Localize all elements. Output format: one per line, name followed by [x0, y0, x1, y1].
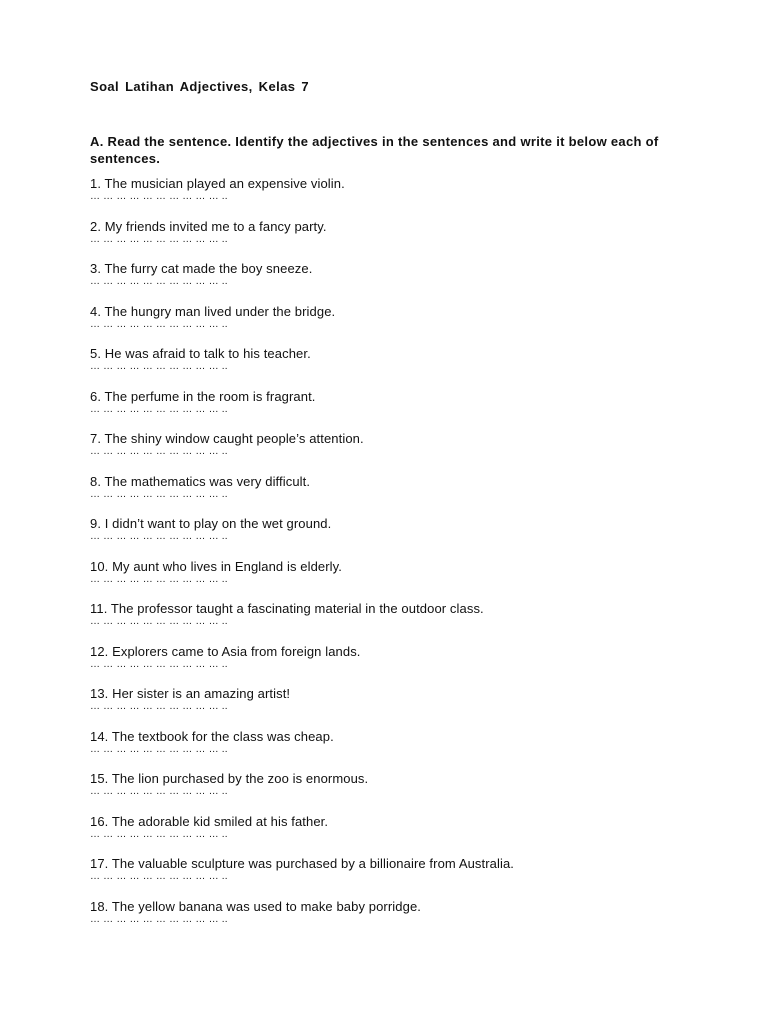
- question-item: [90, 729, 710, 772]
- question-item: [90, 686, 710, 729]
- answer-line: … … … … … … … … … … ..: [90, 276, 228, 287]
- question-text: 8. The mathematics was very difficult.: [90, 473, 311, 489]
- question-item: [90, 389, 710, 432]
- answer-line: … … … … … … … … … … ..: [90, 318, 228, 330]
- question-text: 7. The shiny window caught people’s attention.: [90, 431, 364, 446]
- answer-line: … … … … … … … … … … ..: [90, 913, 228, 925]
- question-text: 11. The professor taught a fascinating material in the outdoor class.: [90, 601, 484, 616]
- answer-line: … … … … … … … … … … ..: [90, 786, 228, 797]
- answer-line: … … … … … … … … … … ..: [90, 828, 228, 840]
- question-text: 10. My aunt who lives in England is elderly.: [90, 558, 343, 574]
- question-item: [90, 176, 710, 219]
- question-item: [90, 559, 710, 602]
- question-item: [90, 814, 710, 857]
- question-text: 6. The perfume in the room is fragrant.: [90, 388, 316, 404]
- question-item: [90, 219, 710, 262]
- question-item: [90, 771, 710, 814]
- answer-line: … … … … … … … … … … ..: [90, 743, 228, 755]
- answer-line: … … … … … … … … … … ..: [90, 573, 228, 585]
- document-title: Soal Latihan Adjectives, Kelas 7: [90, 79, 310, 94]
- question-item: [90, 431, 710, 474]
- answer-line: … … … … … … … … … … ..: [90, 191, 228, 202]
- question-text: 2. My friends invited me to a fancy party.: [90, 218, 327, 234]
- question-text: 13. Her sister is an amazing artist!: [90, 686, 291, 701]
- question-item: [90, 261, 710, 304]
- answer-line: … … … … … … … … … … ..: [90, 403, 228, 415]
- question-item: [90, 516, 710, 559]
- question-item: [90, 644, 710, 687]
- answer-line: … … … … … … … … … … ..: [90, 658, 228, 670]
- question-text: 4. The hungry man lived under the bridge.: [90, 303, 336, 319]
- answer-line: … … … … … … … … … … ..: [90, 233, 228, 245]
- answer-line: … … … … … … … … … … ..: [90, 361, 228, 372]
- question-item: [90, 346, 710, 389]
- question-text: 12. Explorers came to Asia from foreign lands.: [90, 643, 361, 659]
- question-text: 18. The yellow banana was used to make baby porridge.: [90, 898, 421, 914]
- question-text: 5. He was afraid to talk to his teacher.: [90, 346, 311, 361]
- answer-line: … … … … … … … … … … ..: [90, 488, 228, 500]
- question-list: [90, 176, 710, 941]
- question-text: 17. The valuable sculpture was purchased by a billionaire from Australia.: [90, 856, 515, 871]
- answer-line: … … … … … … … … … … ..: [90, 701, 228, 712]
- question-item: [90, 474, 710, 517]
- question-item: [90, 601, 710, 644]
- answer-line: … … … … … … … … … … ..: [90, 871, 228, 882]
- question-text: 9. I didn’t want to play on the wet ground.: [90, 516, 332, 531]
- answer-line: … … … … … … … … … … ..: [90, 616, 228, 627]
- section-a-instruction: A. Read the sentence. Identify the adjectives in the sentences and write it below each of sentences.: [90, 134, 659, 166]
- answer-line: … … … … … … … … … … ..: [90, 531, 228, 542]
- question-text: 3. The furry cat made the boy sneeze.: [90, 261, 313, 276]
- answer-line: … … … … … … … … … … ..: [90, 446, 228, 457]
- question-text: 14. The textbook for the class was cheap.: [90, 728, 334, 744]
- question-text: 1. The musician played an expensive violin.: [90, 176, 345, 191]
- question-item: [90, 856, 710, 899]
- question-item: [90, 899, 710, 942]
- question-text: 16. The adorable kid smiled at his father.: [90, 813, 329, 829]
- question-text: 15. The lion purchased by the zoo is enormous.: [90, 771, 369, 786]
- question-item: [90, 304, 710, 347]
